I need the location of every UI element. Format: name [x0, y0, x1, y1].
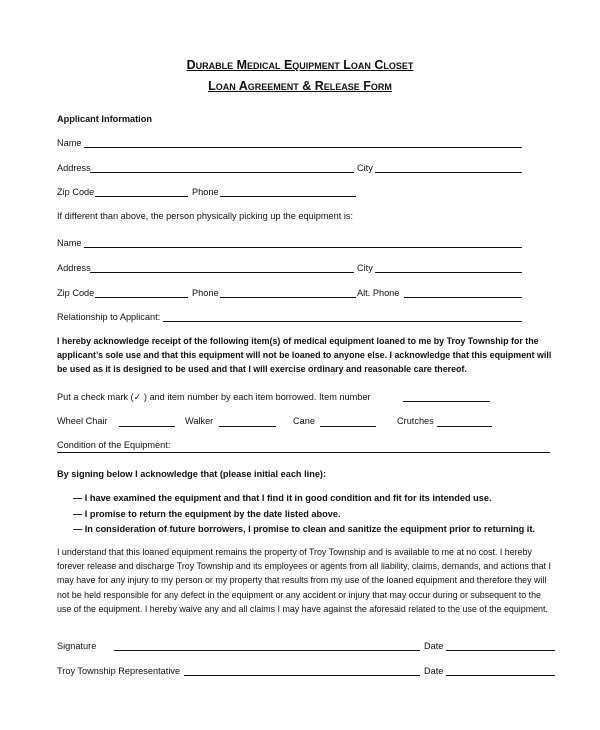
bullet-clean: — In consideration of future borrowers, I promise to clean and sanitize the equipment prior to returning it. — [73, 524, 535, 534]
name-label-2: Name — [57, 238, 82, 248]
alt-phone-label: Alt. Phone — [357, 288, 400, 298]
form-title-line1: Durable Medical Equipment Loan Closet — [186, 58, 414, 72]
item-wheel-chair-label: Wheel Chair — [57, 416, 108, 426]
date-field[interactable] — [446, 650, 555, 651]
crutches-field[interactable] — [437, 426, 492, 427]
zip-field[interactable] — [95, 196, 188, 197]
city-field[interactable] — [375, 172, 522, 173]
signing-header: By signing below I acknowledge that (please initial each line): — [57, 469, 327, 479]
signature-field[interactable] — [114, 650, 420, 651]
condition-field[interactable] — [57, 452, 550, 453]
walker-field[interactable] — [219, 426, 276, 427]
date-label: Date — [424, 641, 444, 651]
city-label: City — [357, 163, 373, 173]
zip-field-2[interactable] — [95, 297, 188, 298]
name-label: Name — [57, 138, 82, 148]
bullet-examined: — I have examined the equipment and that I find it in good condition and fit for its intended use. — [73, 493, 492, 503]
date-field-2[interactable] — [446, 675, 555, 676]
release-paragraph: I understand that this loaned equipment remains the property of Troy Township and is available to me at no cost. I hereby forever release and discharge Troy Township and its employees or agents from all liability, claims, demands, and actions that I may have for any injury to my person or my property that results from my use of the loaned equipment and therefore they will not be held responsible for any defect in the equipment or any accident or injury that may occur during or subsequent to the use of the equipment. I hereby waive any and all claims I may have against the aforesaid related to the use of the equipment. — [57, 547, 551, 614]
city-label-2: City — [357, 263, 373, 273]
condition-label: Condition of the Equipment: — [57, 440, 171, 450]
address-label-2: Address — [57, 263, 91, 273]
item-cane-label: Cane — [293, 416, 315, 426]
alt-phone-field[interactable] — [404, 297, 522, 298]
relationship-field[interactable] — [163, 321, 522, 322]
phone-field[interactable] — [220, 196, 356, 197]
relationship-label: Relationship to Applicant: — [57, 312, 161, 322]
cane-field[interactable] — [320, 426, 376, 427]
date-label-2: Date — [424, 666, 444, 676]
phone-label: Phone — [192, 187, 219, 197]
if-different-text: If different than above, the person physically picking up the equipment is: — [57, 211, 354, 221]
signature-label: Signature — [57, 641, 97, 651]
name-field-2[interactable] — [84, 247, 522, 248]
applicant-info-header: Applicant Information — [57, 114, 152, 124]
representative-label: Troy Township Representative — [57, 666, 181, 676]
name-field[interactable] — [84, 147, 522, 148]
city-field-2[interactable] — [375, 272, 522, 273]
address-label: Address — [57, 163, 91, 173]
zip-label-2: Zip Code — [57, 288, 95, 298]
item-number-field[interactable] — [403, 401, 490, 402]
check-instruction: Put a check mark (✓ ) and item number by each item borrowed. Item number — [57, 392, 371, 402]
bullet-return: — I promise to return the equipment by the date listed above. — [73, 509, 341, 519]
phone-label-2: Phone — [192, 288, 219, 298]
address-field-2[interactable] — [90, 272, 354, 273]
acknowledge-paragraph: I hereby acknowledge receipt of the following item(s) of medical equipment loaned to me by Troy Township for the applicant’s sole use and that this equipment will not be loaned to anyone else. I acknowledge that this equipment will be used as it is designed to be used and that I will exercise ordinary and reasonable care thereof. — [57, 336, 552, 375]
phone-field-2[interactable] — [220, 297, 356, 298]
form-title-line2: Loan Agreement & Release Form — [208, 79, 392, 93]
representative-field[interactable] — [184, 675, 420, 676]
zip-label: Zip Code — [57, 187, 95, 197]
address-field[interactable] — [90, 172, 354, 173]
item-walker-label: Walker — [185, 416, 214, 426]
wheel-chair-field[interactable] — [119, 426, 175, 427]
item-crutches-label: Crutches — [397, 416, 434, 426]
